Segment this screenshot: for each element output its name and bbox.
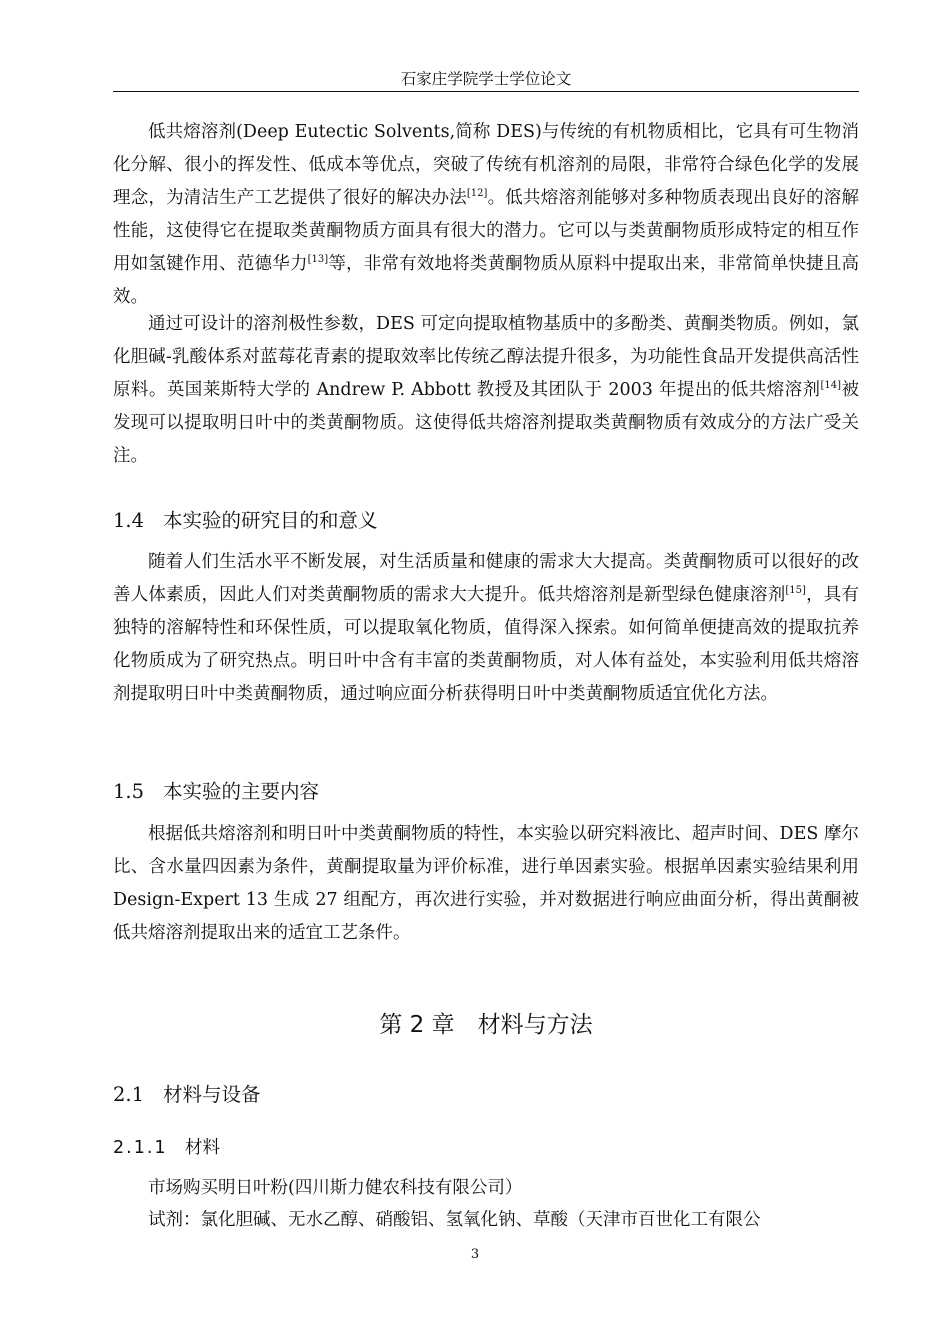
section-title: 材料与设备 xyxy=(163,1083,261,1106)
subsection-title: 材料 xyxy=(185,1138,220,1158)
section-number: 2.1 xyxy=(113,1083,145,1106)
paragraph-text: 等，非常有效地将类黄酮物质从原料中提取出来，非常简单快捷且高效。 xyxy=(113,254,860,307)
paragraph-des-intro xyxy=(113,116,859,314)
subsection-heading-2-1-1 xyxy=(113,1136,220,1160)
section-heading-2-1 xyxy=(113,1082,261,1108)
materials-line-2: 试剂：氯化胆碱、无水乙醇、硝酸铝、氢氧化钠、草酸（天津市百世化工有限公 xyxy=(148,1210,761,1230)
paragraph-text: 被发现可以提取明日叶中的类黄酮物质。这使得低共熔溶剂提取类黄酮物质有效成分的方法广受关注。 xyxy=(113,380,859,466)
section-title: 本实验的主要内容 xyxy=(163,780,320,803)
page-header: 石家庄学院学士学位论文 xyxy=(113,68,859,92)
materials-line-1: 市场购买明日叶粉(四川斯力健农科技有限公司） xyxy=(148,1178,523,1198)
section-title: 本实验的研究目的和意义 xyxy=(163,509,378,532)
paragraph-text: 随着人们生活水平不断发展，对生活质量和健康的需求大大提高。类黄酮物质可以很好的改善人体素质，因此人们对类黄酮物质的需求大大提升。低共熔溶剂是新型绿色健康溶剂 xyxy=(113,552,859,605)
paragraph-text: ，具有独特的溶解特性和环保性质，可以提取氧化物质，值得深入探索。如何简单便捷高效的提取抗养化物质成为了研究热点。明日叶中含有丰富的类黄酮物质，对人体有益处，本实验利用低共熔溶剂提取明日叶中类黄酮物质，通过响应面分析获得明日叶中类黄酮物质适宜优化方法。 xyxy=(113,585,860,704)
paragraph-main-content xyxy=(113,818,859,950)
paragraph-text: 根据低共熔溶剂和明日叶中类黄酮物质的特性，本实验以研究料液比、超声时间、DES 摩尔比、含水量四因素为条件，黄酮提取量为评价标准，进行单因素实验。根据单因素实验结果利用 Design-Expert 13 生成 27 组配方，再次进行实验，并对数据进行响应曲面分析，得出黄酮被低共熔溶剂提取出来的适宜工艺条件。 xyxy=(113,824,859,943)
subsection-number: 2.1.1 xyxy=(113,1138,168,1158)
section-heading-1-5 xyxy=(113,779,319,805)
paragraph-text: 低共熔溶剂(Deep Eutectic Solvents,简称 DES)与传统的有机物质相比，它具有可生物消化分解、很小的挥发性、低成本等优点，突破了传统有机溶剂的局限，非常符合绿色化学的发展理念，为清洁生产工艺提供了很好的解决办法 xyxy=(113,122,859,208)
section-number: 1.4 xyxy=(113,509,145,532)
paragraph-text: 通过可设计的溶剂极性参数，DES 可定向提取植物基质中的多酚类、黄酮类物质。例如，氯化胆碱-乳酸体系对蓝莓花青素的提取效率比传统乙醇法提升很多，为功能性食品开发提供高活性原料。英国莱斯特大学的 Andrew P. Abbott 教授及其团队于 2003 年提出的低共熔溶剂 xyxy=(113,314,859,400)
citation-ref: [14] xyxy=(820,380,842,392)
page-number: 3 xyxy=(470,1247,480,1262)
section-number: 1.5 xyxy=(113,780,145,803)
citation-ref: [15] xyxy=(785,585,806,597)
section-heading-1-4 xyxy=(113,508,378,534)
chapter-heading: 第 2 章 材料与方法 xyxy=(379,1012,593,1038)
citation-ref: [13] xyxy=(307,254,329,266)
citation-ref: [12] xyxy=(466,188,488,200)
paragraph-des-polarity xyxy=(113,308,859,473)
paragraph-purpose xyxy=(113,546,859,711)
paragraph-text: 。低共熔溶剂能够对多种物质表现出良好的溶解性能，这使得它在提取类黄酮物质方面具有很大的潜力。它可以与类黄酮物质形成特定的相互作用如氢键作用、范德华力 xyxy=(113,188,860,274)
